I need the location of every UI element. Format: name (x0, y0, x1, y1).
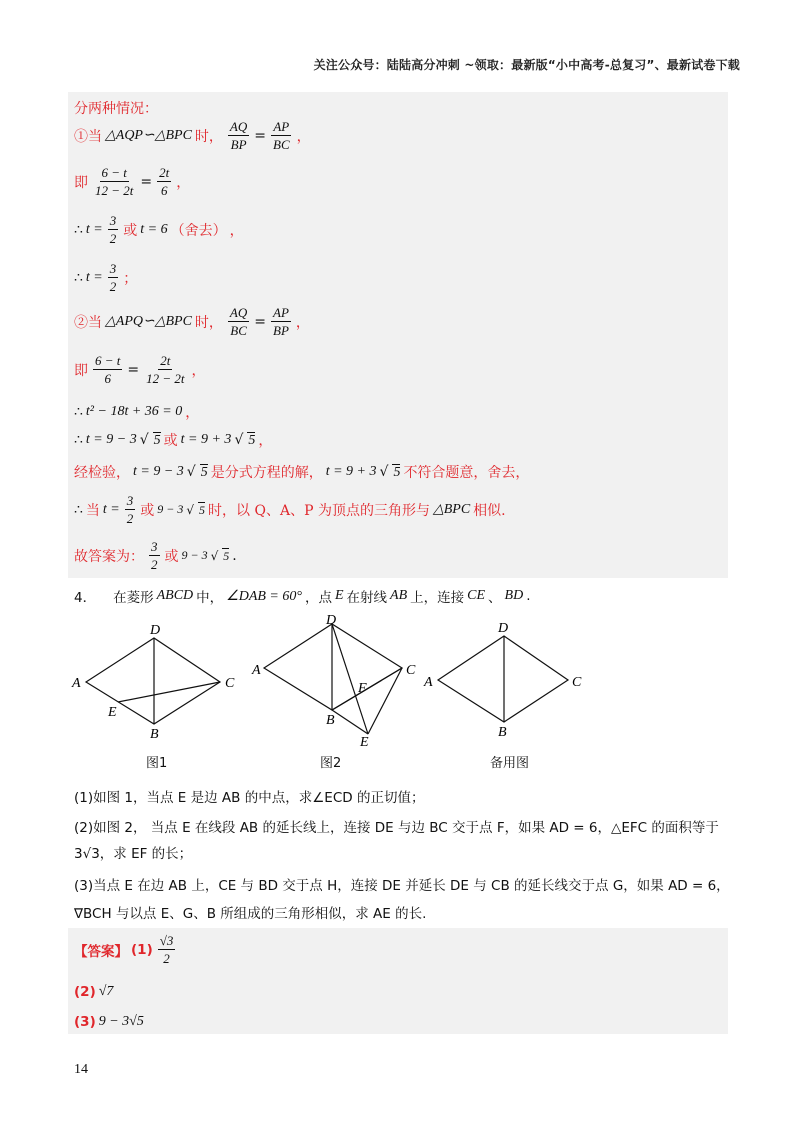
figure-2-caption: 图2 (320, 756, 342, 771)
fig3-label-d: D (498, 621, 509, 636)
answer-2-line: (2) √7 (74, 984, 114, 1000)
answer-line: 故答案为： $\frac{3}{2}$ 或 9 − 3 √ 5 . (74, 539, 237, 572)
page-number: 14 (74, 1062, 88, 1077)
eq2-line: 即 $\frac{6 - t}{6}$ = $\frac{2t}{12 - 2t}$ ， (74, 353, 206, 386)
fig2-label-d: D (326, 613, 337, 628)
case1-line: ①当 △AQP∽△BPC 时， $\frac{AQ}{BP}$ = $\frac{AP}{BC}$ ， (74, 119, 311, 152)
check-line: 经检验， t = 9 − 3 √ 5 是分式方程的解， t = 9 + 3 √ 5 不符合题意，舍去， (74, 464, 530, 481)
case2-similarity: △APQ∽△BPC (105, 314, 192, 329)
fig1-label-d: D (150, 623, 161, 638)
figure-3-diagram (420, 620, 600, 740)
part-2-line-a: (2)如图 2， 当点 E 在线段 AB 的延长线上，连接 DE 与边 BC 交于点 F，如果 AD = 6，△EFC 的面积等于 (74, 820, 719, 836)
fig2-label-b: B (326, 713, 335, 728)
question-4-stem: 4． 在菱形 ABCD 中， ∠DAB = 60° ，点 E 在射线 AB 上，连接 CE 、 BD . (74, 588, 531, 606)
eq2-left-fraction: $\frac{6 - t}{6}$ (95, 353, 121, 386)
part-2-line-b: 3√3，求 EF 的长； (74, 846, 193, 862)
fig3-label-a: A (424, 675, 433, 690)
conclusion-line: ∴ 当 t = $\frac{3}{2}$ 或 9 − 3 √ 5 时，以 Q、A、P 为顶点的三角形与 △BPC 相似. (74, 493, 506, 526)
t-solutions-line: ∴ t = $\frac{3}{2}$ 或 t = 6 （舍去） ， (74, 213, 244, 246)
case1-similarity: △AQP∽△BPC (105, 128, 192, 143)
eq1-right-fraction: $\frac{2t}{6}$ (159, 165, 170, 198)
fraction-aq-bp: $\frac{AQ}{BP}$ (229, 119, 248, 152)
figure-1-diagram (70, 620, 250, 740)
eq1-left-fraction: $\frac{6 - t}{12 - 2t}$ (95, 165, 134, 198)
answer-1-fraction: $\frac{√3}{2}$ (159, 933, 174, 966)
t-result-line: ∴ t = $\frac{3}{2}$ ； (74, 261, 138, 294)
fraction-aq-bc: $\frac{AQ}{BC}$ (229, 305, 248, 338)
fig2-label-a: A (252, 663, 261, 678)
part-3-line-a: (3)当点 E 在边 AB 上，CE 与 BD 交于点 H，连接 DE 并延长 DE 与 CB 的延长线交于点 G，如果 AD = 6， (74, 878, 730, 894)
answer-3-line: (3) 9 − 3√5 (74, 1014, 144, 1030)
part-1: (1)如图 1，当点 E 是边 AB 的中点，求∠ECD 的正切值； (74, 790, 425, 806)
three-halves-result: $\frac{3}{2}$ (109, 261, 117, 294)
figure-1-caption: 图1 (146, 756, 168, 771)
answer-three-halves: $\frac{3}{2}$ (151, 539, 158, 572)
page-header: 关注公众号：陆陆高分冲刺 ~领取：最新版“小中高考-总复习”、最新试卷下载 (313, 58, 740, 72)
solution-intro: 分两种情况： (74, 101, 158, 117)
fraction-ap-bp: $\frac{AP}{BP}$ (273, 305, 289, 338)
fig3-label-c: C (572, 675, 582, 690)
case1-prefix: ①当 (74, 128, 102, 145)
fraction-ap-bc: $\frac{AP}{BC}$ (273, 119, 290, 152)
fig2-label-c: C (406, 663, 416, 678)
fig2-label-e: E (360, 735, 369, 750)
answer-1-line: 【答案】 (1) $\frac{√3}{2}$ (74, 933, 174, 966)
fig1-label-a: A (72, 676, 81, 691)
case1-when: 时， (194, 128, 223, 145)
three-halves-concl: $\frac{3}{2}$ (126, 493, 134, 526)
fig1-label-e: E (108, 705, 117, 720)
case2-line: ②当 △APQ∽△BPC 时， $\frac{AQ}{BC}$ = $\frac{AP}{BP}$ ， (74, 305, 310, 338)
fig1-label-c: C (225, 676, 235, 691)
fig1-label-b: B (150, 727, 159, 740)
roots-line: ∴ t = 9 − 3 √ 5 或 t = 9 + 3 √ 5 ， (74, 432, 273, 449)
part-3-line-b: ∇BCH 与以点 E、G、B 所组成的三角形相似，求 AE 的长. (74, 906, 427, 922)
fig3-label-b: B (498, 725, 507, 740)
fig2-label-f: F (358, 681, 367, 696)
quadratic-line: ∴ t² − 18t + 36 = 0 ， (74, 404, 200, 421)
figure-3-caption: 备用图 (490, 756, 530, 771)
figure-2-diagram (250, 612, 430, 752)
eq2-right-fraction: $\frac{2t}{12 - 2t}$ (146, 353, 185, 386)
eq1-line: 即 $\frac{6 - t}{12 - 2t}$ = $\frac{2t}{6}$ ， (74, 165, 191, 198)
three-halves: $\frac{3}{2}$ (109, 213, 117, 246)
